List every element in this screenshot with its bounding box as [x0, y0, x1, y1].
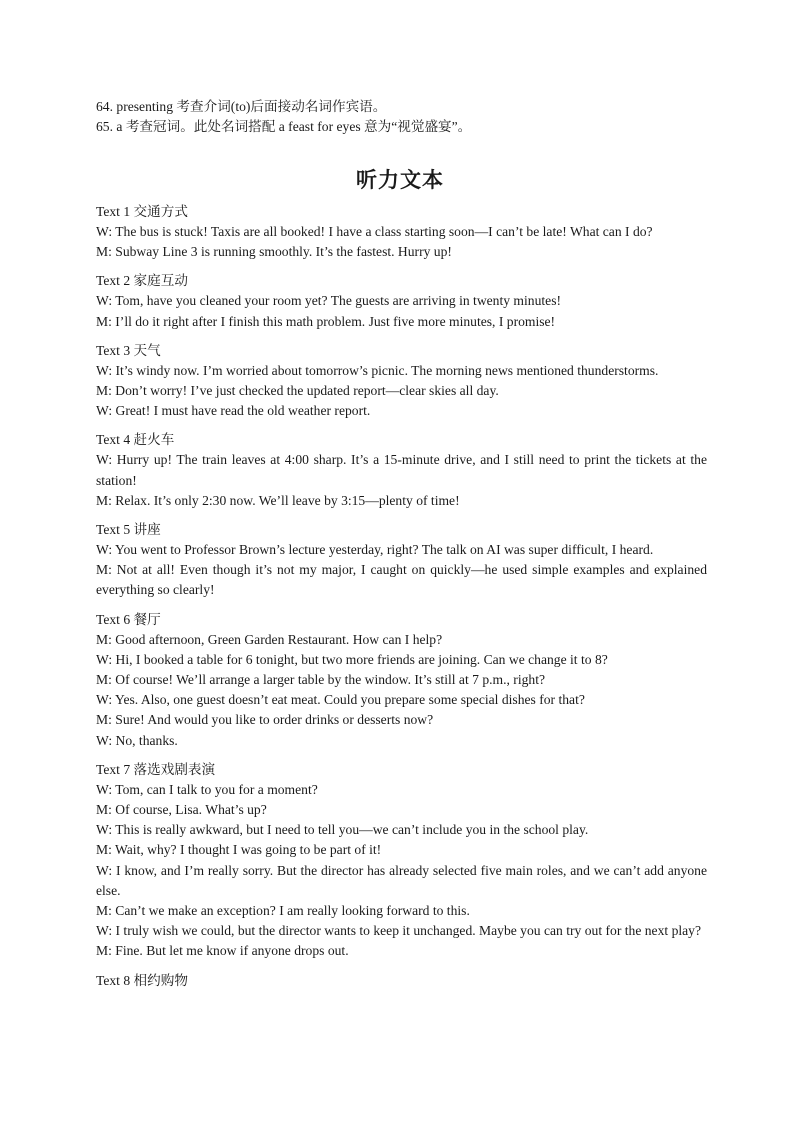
dialogue-line: M: Don’t worry! I’ve just checked the updated report—clear skies all day.	[96, 383, 499, 399]
section-heading: Text 7 落选戏剧表演	[96, 761, 216, 777]
dialogue-line: W: Tom, can I talk to you for a moment?	[96, 781, 318, 797]
dialogue-line: W: I truly wish we could, but the director wants to keep it unchanged. Maybe you can try out for the next play?	[96, 923, 702, 939]
dialogue-line: W: No, thanks.	[96, 732, 178, 748]
page-title: 听力文本	[356, 168, 444, 192]
section-heading: Text 4 赶火车	[96, 432, 175, 448]
transcript-section-2	[96, 271, 707, 331]
transcript-section-3	[96, 341, 707, 422]
dialogue-line: W: Yes. Also, one guest doesn’t eat meat. Could you prepare some special dishes for that?	[96, 692, 585, 708]
transcript-section-1	[96, 202, 707, 262]
transcript-section-7	[96, 760, 707, 962]
section-heading: Text 6 餐厅	[96, 611, 161, 627]
dialogue-line: W: Hurry up! The train leaves at 4:00 sharp. It’s a 15-minute drive, and I still need to print the tickets at the station!	[96, 452, 707, 488]
transcript-section-4	[96, 430, 707, 511]
transcript-section-6	[96, 610, 707, 751]
dialogue-line: M: Sure! And would you like to order drinks or desserts now?	[96, 712, 434, 728]
dialogue-line: W: I know, and I’m really sorry. But the director has already selected five main roles, and we can’t add anyone else.	[96, 862, 707, 898]
dialogue-line: M: Wait, why? I thought I was going to be part of it!	[96, 842, 382, 858]
dialogue-line: M: I’ll do it right after I finish this math problem. Just five more minutes, I promise!	[96, 313, 556, 329]
dialogue-line: M: Not at all! Even though it’s not my major, I caught on quickly—he used simple examples and explained everything so clearly!	[96, 562, 707, 598]
dialogue-line: M: Relax. It’s only 2:30 now. We’ll leave by 3:15—plenty of time!	[96, 492, 460, 508]
dialogue-line: W: Hi, I booked a table for 6 tonight, but two more friends are joining. Can we change it to 8?	[96, 651, 608, 667]
section-heading: Text 3 天气	[96, 342, 161, 358]
transcript-body	[96, 202, 707, 1000]
dialogue-line: W: The bus is stuck! Taxis are all booked! I have a class starting soon—I can’t be late! What can I do?	[96, 224, 653, 239]
dialogue-line: M: Of course, Lisa. What’s up?	[96, 802, 267, 818]
dialogue-line: W: This is really awkward, but I need to tell you—we can’t include you in the school play.	[96, 822, 589, 838]
dialogue-line: W: Tom, have you cleaned your room yet? The guests are arriving in twenty minutes!	[96, 293, 562, 309]
dialogue-line: M: Subway Line 3 is running smoothly. It’s the fastest. Hurry up!	[96, 244, 452, 260]
answer-note-65: 65. a 考查冠词。此处名词搭配 a feast for eyes 意为“视觉盛宴”。	[96, 119, 472, 134]
dialogue-line: M: Can’t we make an exception? I am really looking forward to this.	[96, 903, 470, 919]
dialogue-line: M: Good afternoon, Green Garden Restaurant. How can I help?	[96, 631, 443, 647]
section-heading: Text 5 讲座	[96, 522, 161, 538]
dialogue-line: M: Fine. But let me know if anyone drops out.	[96, 943, 349, 959]
answer-notes	[96, 97, 736, 137]
section-heading: Text 8 相约购物	[96, 972, 188, 988]
transcript-section-8	[96, 971, 707, 991]
dialogue-line: M: Of course! We’ll arrange a larger table by the window. It’s still at 7 p.m., right?	[96, 672, 546, 688]
transcript-section-5	[96, 520, 707, 601]
dialogue-line: W: You went to Professor Brown’s lecture yesterday, right? The talk on AI was super difficult, I heard.	[96, 542, 654, 558]
section-heading: Text 2 家庭互动	[96, 273, 188, 289]
dialogue-line: W: It’s windy now. I’m worried about tomorrow’s picnic. The morning news mentioned thunderstorms.	[96, 362, 659, 378]
answer-note-64: 64. presenting 考查介词(to)后面接动名词作宾语。	[96, 99, 387, 114]
section-heading: Text 1 交通方式	[96, 204, 188, 219]
dialogue-line: W: Great! I must have read the old weather report.	[96, 403, 371, 419]
